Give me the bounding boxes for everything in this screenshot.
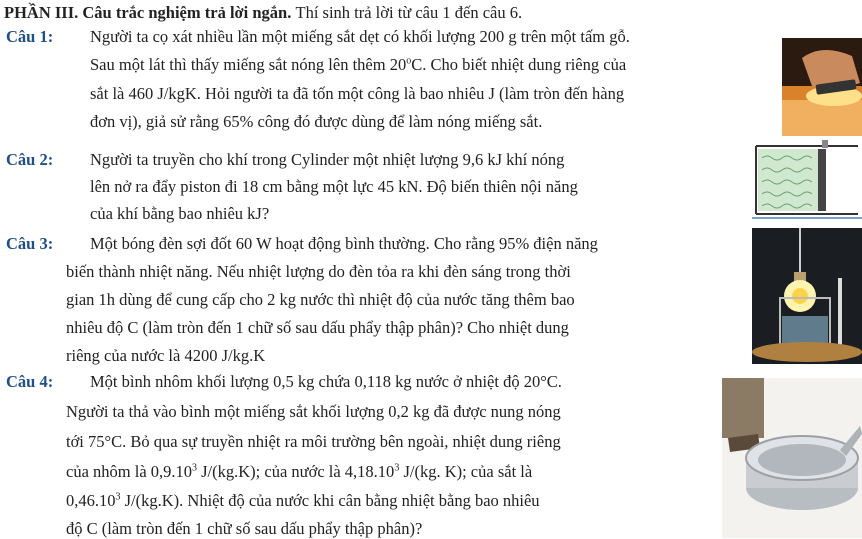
iron-on-wood-photo — [782, 38, 862, 136]
question-2-line-1: Người ta truyền cho khí trong Cylinder một nhiệt lượng 9,6 kJ khí nóng — [90, 150, 565, 169]
question-3-line-5: riêng của nước là 4200 J/kg.K — [66, 346, 266, 365]
question-2-line-3: của khí bằng bao nhiêu kJ? — [90, 204, 270, 223]
question-1-line-1: Người ta cọ xát nhiều lần một miếng sắt dẹt có khối lượng 200 g trên một tấm gỗ. — [90, 27, 630, 46]
aluminum-pot-photo — [722, 378, 862, 538]
section-heading-bold: PHẦN III. Câu trắc nghiệm trả lời ngắn. — [4, 3, 292, 22]
question-3-line-2: biến thành nhiệt năng. Nếu nhiệt lượng do đèn tỏa ra khi đèn sáng trong thời — [66, 262, 571, 281]
question-4-line-3: tới 75°C. Bỏ qua sự truyền nhiệt ra môi trường bên ngoài, nhiệt dung riêng — [66, 432, 561, 451]
question-2-line-2: lên nở ra đẩy piston đi 18 cm bằng một lực 45 kN. Độ biến thiên nội năng — [90, 177, 578, 196]
question-1-label: Câu 1: — [6, 27, 54, 46]
question-4-line-6: độ C (làm tròn đến 1 chữ số sau dấu phẩy thập phân)? — [66, 519, 423, 538]
question-4-line-1: Một bình nhôm khối lượng 0,5 kg chứa 0,118 kg nước ở nhiệt độ 20°C. — [90, 372, 562, 391]
question-3-line-3: gian 1h dùng để cung cấp cho 2 kg nước thì nhiệt độ của nước tăng thêm bao — [66, 290, 575, 309]
question-3-label: Câu 3: — [6, 234, 54, 253]
question-2-label: Câu 2: — [6, 150, 54, 169]
question-3-line-4: nhiêu độ C (làm tròn đến 1 chữ số sau dấu phẩy thập phân)? Cho nhiệt dung — [66, 318, 569, 337]
question-1-line-4: đơn vị), giả sử rằng 65% công đó được dùng để làm nóng miếng sắt. — [90, 112, 543, 131]
question-3-line-1: Một bóng đèn sợi đốt 60 W hoạt động bình thường. Cho rằng 95% điện năng — [90, 234, 598, 253]
question-1-line-3: sắt là 460 J/kgK. Hỏi người ta đã tốn một công là bao nhiêu J (làm tròn đến hàng — [90, 84, 625, 103]
question-1-line-2: Sau một lát thì thấy miếng sắt nóng lên thêm 20$^o$C. Cho biết nhiệt dung riêng của — [90, 55, 627, 74]
section-heading — [4, 3, 522, 23]
section-heading-instructions: Thí sinh trả lời từ câu 1 đến câu 6. — [295, 3, 523, 22]
cylinder-piston-diagram — [752, 140, 862, 220]
question-4-label: Câu 4: — [6, 372, 54, 391]
question-4-line-4: của nhôm là 0,9.10$^3$ J/(kg.K); của nước là 4,18.10$^3$ J/(kg. K); của sắt là — [66, 462, 533, 481]
question-4-line-2: Người ta thả vào bình một miếng sắt khối lượng 0,2 kg đã được nung nóng — [66, 402, 561, 421]
question-4-line-5: 0,46.10$^3$ J/(kg.K). Nhiệt độ của nước khi cân bằng nhiệt bằng bao nhiêu — [66, 491, 540, 510]
light-bulb-beaker-photo — [752, 228, 862, 364]
